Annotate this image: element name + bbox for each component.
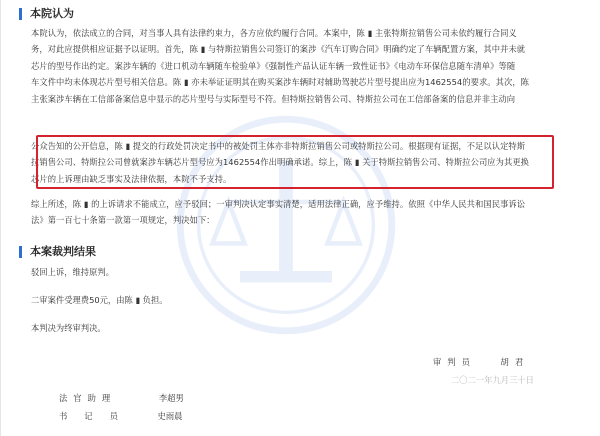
judge-role: 审判员 [433,357,476,367]
section-title-opinion: 本院认为 [19,8,74,20]
verdict-line: 驳回上诉，维持原判。 [31,267,114,277]
reasoning-paragraph [31,25,559,107]
judgment-date: 二〇二一年九月三十日 [451,375,534,385]
assistant-name: 李超男 [158,393,184,403]
reasoning-line: 芯片的型号作出约定。案涉车辆的《进口机动车辆随车检验单》《强制性产品认证车辆一致性证书》《电动车环保信息随车清单》等随 [31,60,516,71]
verdict-line: 二审案件受理费50元，由陈 ▮ 负担。 [31,295,168,305]
reasoning-line: 本院认为，依法成立的合同，对当事人具有法律约束力，各方应依约履行合同。本案中，陈 ▮ 主张特斯拉销售公司未依约履行合同义 [31,28,517,38]
highlighted-reasoning [31,138,559,187]
highlighted-line: 拉销售公司、特斯拉公司曾就案涉车辆芯片型号应为1462554作出明确承诺。综上，陈 ▮ 关于特斯拉销售公司、特斯拉公司应为其更换 [31,157,530,168]
clerk-name: 史雨晨 [157,411,183,421]
reasoning-line: 主张案涉车辆在工信部备案信息中显示的芯片型号与实际型号不符。但特斯拉销售公司、特斯拉公司在工信部备案的信息并非主动向 [31,93,516,104]
assistant-role: 法官助理 [59,393,117,403]
clerk-signature [59,410,182,422]
highlighted-line: 芯片的上诉理由缺乏事实及法律依据，本院不予支持。 [31,173,232,184]
clerk-role: 书记员 [59,411,135,421]
highlighted-line: 公众告知的公开信息，陈 ▮ 提交的行政处罚决定书中的被处罚主体亦非特斯拉销售公司或特斯拉公司。根据现有证据，不足以认定特斯 [31,141,526,151]
reasoning-line: 务，对此应提供相应证据予以证明。首先，陈 ▮ 与特斯拉销售公司签订的案涉《汽车订购合同》明确约定了车辆配置方案，其中并未就 [31,44,526,55]
assistant-signature [59,392,184,404]
section-title-result: 本案裁判结果 [19,246,96,258]
conclusion-line: 法》第一百七十条第一款第一项规定，判决如下： [31,215,215,226]
reasoning-line: 车文件中均未体现芯片型号相关信息。陈 ▮ 亦未举证证明其在购买案涉车辆时对辅助驾驶芯片型号提出应为1462554的要求。其次，陈 [31,77,530,88]
judge-name: 胡君 [500,357,530,367]
conclusion-paragraph [31,196,559,229]
judge-signature [433,356,529,368]
conclusion-line: 综上所述，陈 ▮ 的上诉请求不能成立，应予驳回；一审判决认定事实清楚，适用法律正确，应予维持。依照《中华人民共和国民事诉讼 [31,199,526,209]
verdict-line: 本判决为终审判决。 [31,323,106,333]
